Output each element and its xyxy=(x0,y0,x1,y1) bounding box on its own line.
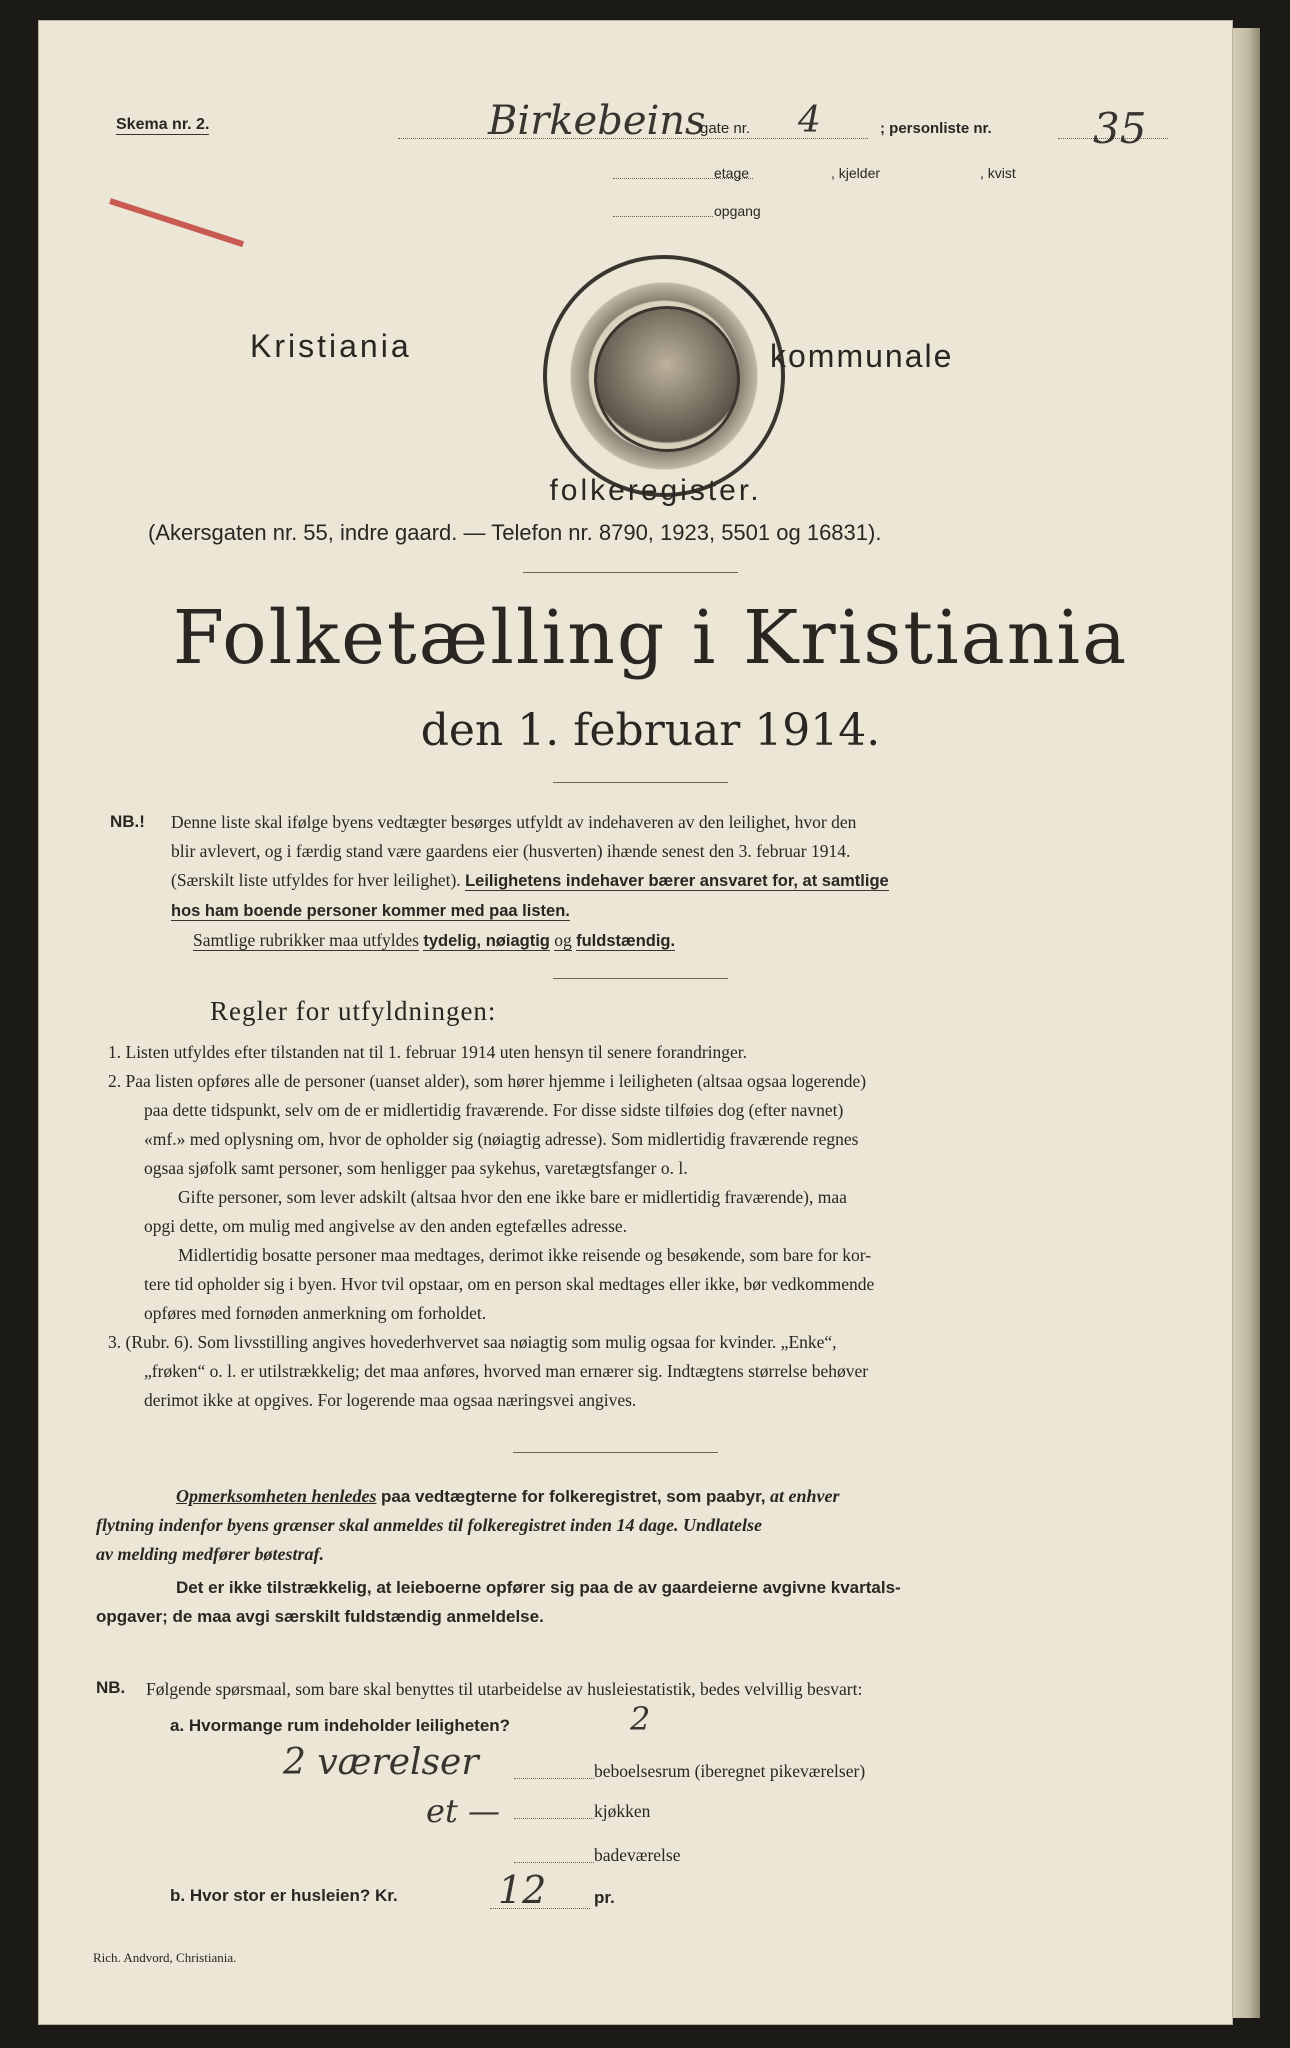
notice-c: av melding medfører bøtestraf. xyxy=(96,1544,324,1564)
rules-heading: Regler for utfyldningen: xyxy=(210,996,497,1026)
nb1-line-5a: Samtlige rubrikker maa utfyldes xyxy=(193,930,419,950)
kitchen-label: kjøkken xyxy=(594,1801,651,1821)
bathroom-label: badeværelse xyxy=(594,1845,681,1865)
etage-label: etage xyxy=(714,165,750,181)
rent-suffix: pr. xyxy=(594,1888,615,1907)
census-title: Folketælling i Kristiania xyxy=(172,595,1129,681)
rule-2a: 2. Paa listen opføres alle de personer (uanset alder), som hører hjemme i leiligheten (altsaa ogsaa logerende) xyxy=(108,1071,867,1091)
rooms-label: beboelsesrum (iberegnet pikeværelser) xyxy=(594,1761,866,1781)
notice-a1: Opmerksomheten henledes xyxy=(176,1486,377,1506)
rule-2e: Gifte personer, som lever adskilt (altsaa hvor den ene ikke bare er midlertidig fraværende), maa xyxy=(178,1187,847,1207)
office-address: (Akersgaten nr. 55, indre gaard. — Telefon nr. 8790, 1923, 5501 og 16831). xyxy=(148,520,882,545)
question-b: b. Hvor stor er husleien? Kr. xyxy=(170,1886,398,1905)
answer-a-handwritten: 2 xyxy=(630,1700,651,1738)
personliste-label: ; personliste nr. xyxy=(880,120,992,137)
rule-3a: 3. (Rubr. 6). Som livsstilling angives hovederhvervet saa nøiagtig som mulig ogsaa for kvinder. „Enke“, xyxy=(108,1332,837,1352)
office-folkeregister: folkeregister. xyxy=(549,474,762,507)
rule-2i: opføres med fornøden anmerkning om forholdet. xyxy=(144,1303,487,1323)
nb1-line-4: hos ham boende personer kommer med paa listen. xyxy=(171,902,570,920)
nb1-line-5d: fuldstændig. xyxy=(576,932,676,950)
rule-2f: opgi dette, om mulig med angivelse av den anden egtefælles adresse. xyxy=(144,1216,628,1236)
skema-number: Skema nr. 2. xyxy=(116,116,210,133)
rule-2b: paa dette tidspunkt, selv om de er midlertidig fraværende. For disse sidste tilføies dog (efter navnet) xyxy=(144,1100,844,1120)
personliste-number-handwritten: 35 xyxy=(1093,104,1147,153)
kjelder-label: , kjelder xyxy=(831,165,881,181)
rule-3b: „frøken“ o. l. er utilstrækkelig; det maa anføres, hvorved man ernærer sig. Indtægtens størrelse behøver xyxy=(144,1361,869,1381)
street-name-handwritten: Birkebeins xyxy=(488,98,706,144)
office-kommunale: kommunale xyxy=(770,338,954,374)
rule-2c: «mf.» med oplysning om, hvor de opholder sig (nøiagtig adresse). Som midlertidig fraværende regnes xyxy=(144,1129,859,1149)
kitchen-handwritten: et — xyxy=(426,1792,500,1830)
office-kristiania: Kristiania xyxy=(250,328,412,364)
nb1-line-3b: Leilighetens indehaver bærer ansvaret for, at samtlige xyxy=(465,872,889,890)
nb1-line-5b: tydelig, nøiagtig xyxy=(423,932,550,950)
printer-credit: Rich. Andvord, Christiania. xyxy=(93,1950,237,1965)
nb1-label: NB.! xyxy=(110,812,145,831)
gate-number-handwritten: 4 xyxy=(798,100,821,141)
notice-b: flytning indenfor byens grænser skal anmeldes til folkeregistret inden 14 dage. Undlatelse xyxy=(96,1515,763,1535)
rule-1: 1. Listen utfyldes efter tilstanden nat til 1. februar 1914 uten hensyn til senere forandringer. xyxy=(108,1042,748,1062)
notice-a2: paa vedtægterne for folkeregistret, som paabyr, xyxy=(381,1487,766,1506)
census-form-page xyxy=(38,20,1233,2025)
rent-handwritten: 12 xyxy=(498,1868,547,1912)
page-edge xyxy=(1230,28,1260,2018)
nb1-line-1: Denne liste skal ifølge byens vedtægter besørges utfyldt av indehaveren av den leilighet, hvor den xyxy=(171,812,857,832)
rule-2d: ogsaa sjøfolk samt personer, som henligger paa sykehus, varetægtsfanger o. l. xyxy=(144,1158,688,1178)
rule-2g: Midlertidig bosatte personer maa medtages, derimot ikke reisende og besøkende, som bare for kor- xyxy=(178,1245,872,1265)
opgang-label: opgang xyxy=(714,203,761,219)
nb1-line-5c: og xyxy=(554,930,572,950)
nb2-intro: Følgende spørsmaal, som bare skal benyttes til utarbeidelse av husleiestatistik, bedes velvillig besvart: xyxy=(146,1679,863,1699)
kristiania-city-seal-icon xyxy=(543,255,785,497)
rules-list xyxy=(108,1038,1178,1415)
question-a: a. Hvormange rum indeholder leiligheten? xyxy=(170,1716,511,1735)
census-date: den 1. februar 1914. xyxy=(420,705,881,756)
notice-e: opgaver; de maa avgi særskilt fuldstændig anmeldelse. xyxy=(96,1607,544,1626)
nb2-label: NB. xyxy=(96,1678,126,1697)
nb1-line-2: blir avlevert, og i færdig stand være gaardens eier (husverten) ihænde senest den 3. februar 1914. xyxy=(171,841,851,861)
rule-2h: tere tid opholder sig i byen. Hvor tvil opstaar, om en person skal medtages eller ikke, bør vedkommende xyxy=(144,1274,875,1294)
notice-block xyxy=(96,1482,1181,1631)
rule-3c: derimot ikke at opgives. For logerende maa ogsaa næringsvei angives. xyxy=(144,1390,637,1410)
notice-d: Det er ikke tilstrækkelig, at leieboerne opfører sig paa de av gaardeierne avgivne kvartals- xyxy=(176,1578,901,1597)
nb1-paragraph xyxy=(171,808,1171,956)
rooms-handwritten: 2 værelser xyxy=(283,1742,479,1783)
notice-a3: at enhver xyxy=(770,1486,840,1506)
kvist-label: , kvist xyxy=(980,165,1016,181)
nb1-line-3a: (Særskilt liste utfyldes for hver leilighet). xyxy=(171,870,461,890)
gate-label: gate nr. xyxy=(700,120,751,137)
red-pencil-mark xyxy=(109,198,244,247)
